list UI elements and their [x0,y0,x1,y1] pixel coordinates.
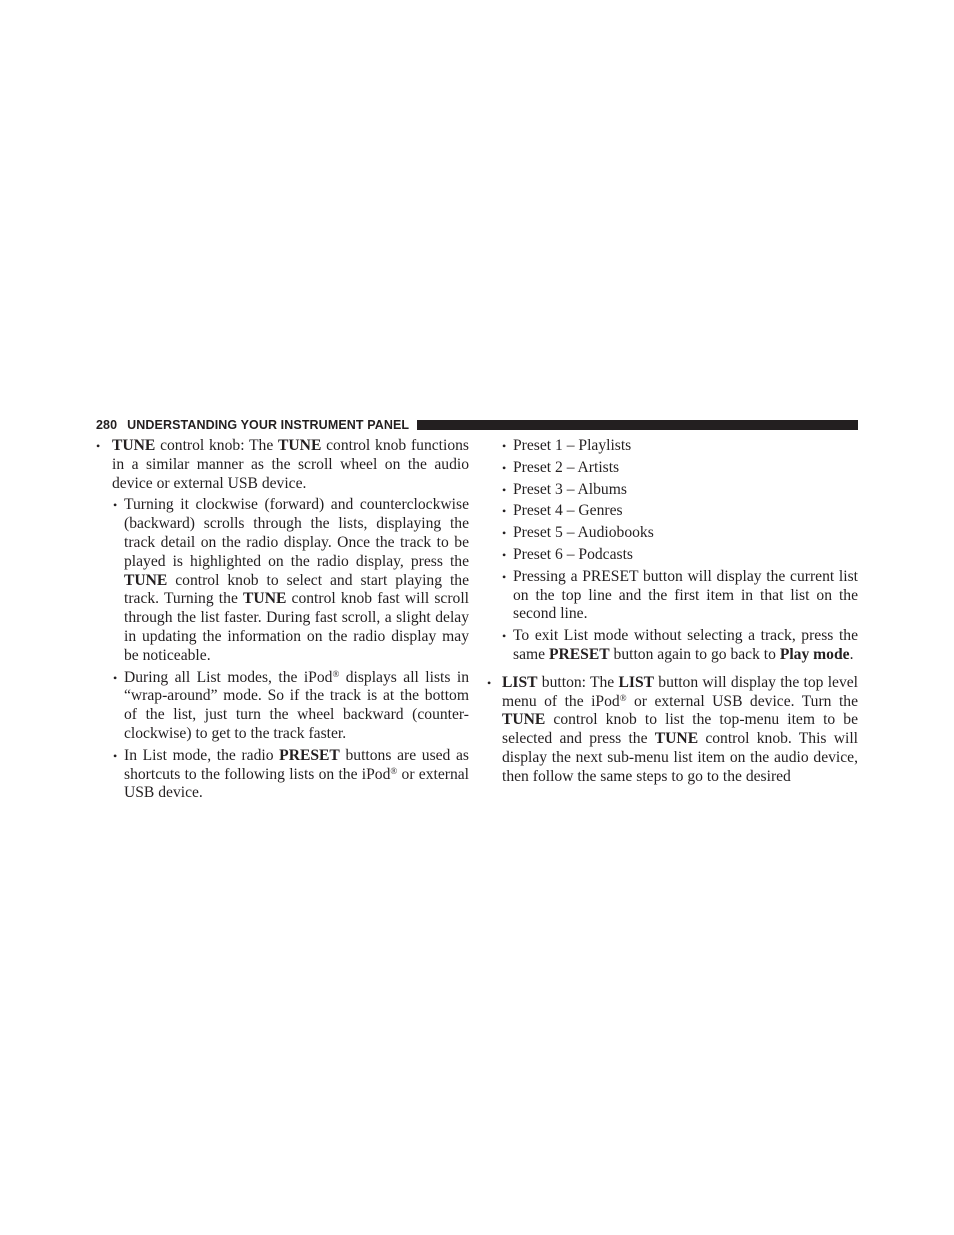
preset-text: Preset 2 – Artists [513,458,620,476]
bullet-icon: • [113,748,118,763]
section-title: UNDERSTANDING YOUR INSTRUMENT PANEL [127,418,410,432]
body-text: . [849,645,854,663]
list-label: LIST [618,673,655,691]
bullet-icon: • [96,439,101,453]
preset-list-item [484,437,858,456]
body-text: button again to go back to [609,645,780,663]
body-text: displays all lists in “wrap-around” mode. So if the track is at the bottom of the list, just turn the wheel backward (counter-clockwise) to get to the track faster. [124,668,469,742]
bullet-icon: • [502,504,507,519]
list-label: LIST [502,673,538,691]
preset-list-item [484,459,858,478]
bullet-icon: • [502,439,507,453]
preset-text: Preset 5 – Audiobooks [513,524,654,542]
registered-mark: ® [332,668,340,679]
body-text: control knob to select and start playing the track. Turning the [124,571,469,608]
play-mode-label: Play mode [779,645,850,663]
body-text: control knob to list the top-menu item to be selected and press the [502,711,858,748]
preset-text: Preset 3 – Albums [513,480,627,498]
body-text: control knob fast will scroll through the list faster. During fast scroll, a slight delay in updating the information on the radio display may be noticeable. [124,590,469,664]
body-text: control knob functions in a similar manner as the scroll wheel on the audio device or external USB device. [112,437,470,492]
exit-list-mode-subitem [484,627,858,665]
bullet-icon: • [113,670,118,685]
body-text: control knob: The [155,437,279,454]
body-text: During all List modes, the iPod [124,668,333,686]
tune-knob-item [94,437,469,493]
bullet-icon: • [502,569,507,584]
bullet-icon: • [502,460,507,475]
preset-shortcuts-subitem [94,747,469,803]
body-text: Turning it clockwise (forward) and counterclockwise (backward) scrolls through the lists, displaying the track detail on the radio display. Once the track to be played is highlighted on the radio display, press the [124,496,469,570]
body-text: buttons are used as shortcuts to the following lists on the iPod [124,746,470,783]
pressing-preset-subitem [484,568,858,624]
preset-text: Preset 6 – Podcasts [513,545,633,563]
preset-list-item [484,546,858,565]
list-modes-subitem [94,669,469,744]
right-column [484,437,858,790]
tune-label: TUNE [112,437,156,454]
bullet-icon: • [502,482,507,497]
registered-mark: ® [619,692,627,703]
preset-text: Preset 1 – Playlists [513,437,632,454]
page-header [96,417,858,433]
clockwise-subitem [94,496,469,665]
bullet-icon: • [502,629,507,644]
preset-text: Preset 4 – Genres [513,502,623,520]
list-button-item [484,674,858,787]
body-text: or external USB device. Turn the [626,692,858,710]
preset-list-item [484,524,858,543]
page-number: 280 [96,418,118,432]
preset-list-item [484,481,858,500]
tune-label: TUNE [124,571,168,589]
body-text: button will display the top level menu of the iPod [502,673,858,710]
bullet-icon: • [502,547,507,562]
body-text: Pressing a PRESET button will display the current list on the top line and the first item in that list on the second line. [513,567,858,623]
body-text: control knob. This will display the next sub-menu list item on the audio device, then follow the same steps to go to the desired [502,730,858,785]
registered-mark: ® [390,765,398,776]
preset-label: PRESET [279,746,340,764]
tune-label: TUNE [278,437,322,454]
body-text: button: The [537,673,619,691]
tune-label: TUNE [654,730,699,748]
body-text: In List mode, the radio [124,746,280,764]
tune-label: TUNE [243,590,287,608]
bullet-icon: • [502,526,507,541]
bullet-icon: • [113,498,118,513]
left-column [94,437,469,806]
header-rule [417,420,858,430]
bullet-icon: • [487,675,492,690]
preset-list-item [484,502,858,521]
body-text: or external USB device. [124,765,469,802]
tune-label: TUNE [502,711,546,729]
body-text: To exit List mode without selecting a track, press the same [513,627,858,663]
preset-label: PRESET [548,645,610,663]
